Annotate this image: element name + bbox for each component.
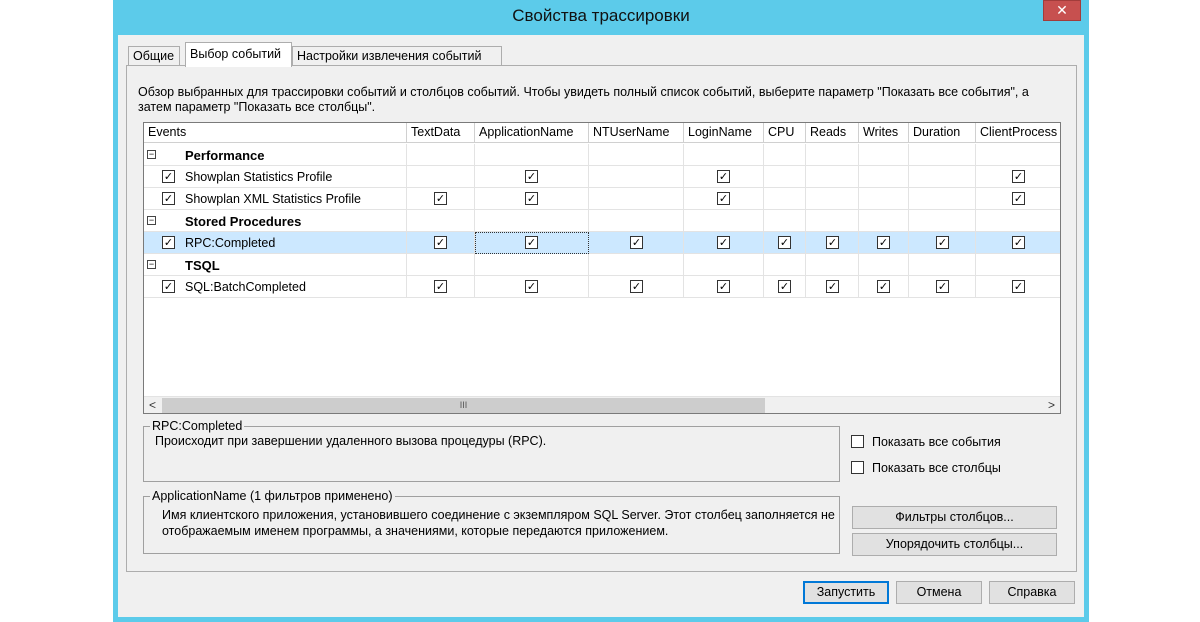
column-checkbox-loginname[interactable]: ✓ (718, 192, 729, 205)
organize-columns-button[interactable]: Упорядочить столбцы... (852, 533, 1057, 556)
close-button[interactable]: ✕ (1043, 0, 1081, 21)
column-checkbox-clientprocess[interactable]: ✓ (1013, 280, 1024, 293)
column-checkbox-reads[interactable]: ✓ (827, 280, 838, 293)
grid-cell[interactable] (475, 144, 589, 166)
dialog-client-area (118, 35, 1084, 617)
events-grid[interactable] (143, 122, 1061, 414)
column-header-duration[interactable]: Duration (909, 123, 976, 143)
column-checkbox-textdata[interactable]: ✓ (435, 192, 446, 205)
show-all-columns-option[interactable] (851, 461, 1001, 477)
event-checkbox[interactable]: ✓ (163, 280, 174, 293)
grid-cell[interactable] (859, 210, 909, 232)
grid-cell[interactable] (475, 254, 589, 276)
event-description-legend: RPC:Completed (152, 419, 243, 433)
grid-cell[interactable] (909, 144, 976, 166)
event-description-group (143, 419, 840, 482)
collapse-icon[interactable]: − (148, 259, 155, 269)
event-label: RPC:Completed (185, 236, 276, 250)
tab-events-selection[interactable]: Выбор событий (185, 42, 292, 67)
column-checkbox-applicationname[interactable]: ✓ (526, 236, 537, 249)
column-header-loginname[interactable]: LoginName (684, 123, 764, 143)
column-checkbox-duration[interactable]: ✓ (937, 236, 948, 249)
grid-cell[interactable] (806, 254, 859, 276)
grid-cell[interactable] (976, 210, 1061, 232)
column-checkbox-writes[interactable]: ✓ (878, 280, 889, 293)
column-checkbox-reads[interactable]: ✓ (827, 236, 838, 249)
grid-cell[interactable] (806, 166, 859, 188)
column-description-legend: ApplicationName (1 фильтров применено) (152, 489, 393, 503)
column-checkbox-applicationname[interactable]: ✓ (526, 280, 537, 293)
category-row[interactable] (144, 210, 1060, 232)
grid-cell[interactable] (909, 166, 976, 188)
grid-cell[interactable] (589, 188, 684, 210)
grid-cell[interactable] (589, 254, 684, 276)
grid-cell[interactable] (976, 144, 1061, 166)
window-title: Свойства трассировки (512, 6, 690, 25)
column-checkbox-ntusername[interactable]: ✓ (631, 280, 642, 293)
column-checkbox-cpu[interactable]: ✓ (779, 280, 790, 293)
column-checkbox-loginname[interactable]: ✓ (718, 170, 729, 183)
column-checkbox-loginname[interactable]: ✓ (718, 280, 729, 293)
grid-cell[interactable] (859, 144, 909, 166)
grid-cell[interactable] (407, 254, 475, 276)
scroll-left-button[interactable]: < (148, 398, 156, 412)
trace-properties-window (113, 0, 1089, 622)
title-bar[interactable] (113, 0, 1089, 34)
category-label: Performance (185, 148, 265, 163)
event-checkbox[interactable]: ✓ (163, 170, 174, 183)
column-filters-button[interactable]: Фильтры столбцов... (852, 506, 1057, 529)
column-header-ntusername[interactable]: NTUserName (589, 123, 684, 143)
event-row[interactable] (144, 276, 1060, 298)
collapse-icon[interactable]: − (148, 149, 155, 159)
grid-cell[interactable] (764, 188, 806, 210)
grid-cell[interactable] (806, 210, 859, 232)
grid-cell[interactable] (589, 210, 684, 232)
grid-cell[interactable] (407, 166, 475, 188)
column-header-reads[interactable]: Reads (806, 123, 859, 143)
grid-cell[interactable] (806, 188, 859, 210)
column-checkbox-textdata[interactable]: ✓ (435, 280, 446, 293)
grid-column-header (144, 123, 1060, 143)
grid-cell[interactable] (144, 254, 407, 276)
show-all-events-label: Показать все события (872, 435, 1001, 449)
event-label: Showplan Statistics Profile (185, 170, 333, 184)
category-label: Stored Procedures (185, 214, 302, 229)
grid-cell[interactable] (764, 166, 806, 188)
column-header-applicationname[interactable]: ApplicationName (475, 123, 589, 143)
grid-cell[interactable] (859, 188, 909, 210)
scroll-thumb[interactable]: III (162, 398, 765, 413)
column-header-events[interactable]: Events (144, 123, 407, 143)
grid-cell[interactable] (764, 254, 806, 276)
column-checkbox-cpu[interactable]: ✓ (779, 236, 790, 249)
column-description-text: Имя клиентского приложения, установившего соединение с экземпляром SQL Server. Этот столбец заполняется не отображаемым именем программы, а значениями, которые передаются приложением. (162, 508, 835, 538)
event-row[interactable] (144, 232, 1060, 254)
column-checkbox-applicationname[interactable]: ✓ (526, 192, 537, 205)
column-checkbox-clientprocess[interactable]: ✓ (1013, 236, 1024, 249)
column-checkbox-duration[interactable]: ✓ (937, 280, 948, 293)
event-checkbox[interactable]: ✓ (163, 236, 174, 249)
category-row[interactable] (144, 254, 1060, 276)
column-description-group (143, 489, 840, 554)
grid-cell[interactable] (859, 166, 909, 188)
grid-cell[interactable] (909, 254, 976, 276)
event-checkbox[interactable]: ✓ (163, 192, 174, 205)
column-header-textdata[interactable]: TextData (407, 123, 475, 143)
grid-cell[interactable] (144, 144, 407, 166)
tab-general[interactable]: Общие (128, 46, 180, 66)
column-checkbox-loginname[interactable]: ✓ (718, 236, 729, 249)
column-checkbox-applicationname[interactable]: ✓ (526, 170, 537, 183)
event-label: Showplan XML Statistics Profile (185, 192, 362, 206)
column-checkbox-textdata[interactable]: ✓ (435, 236, 446, 249)
grid-cell[interactable] (859, 254, 909, 276)
scroll-right-button[interactable]: > (1047, 398, 1055, 412)
run-button[interactable]: Запустить (803, 581, 889, 604)
collapse-icon[interactable]: − (148, 215, 155, 225)
grid-cell[interactable] (684, 254, 764, 276)
grid-cell[interactable] (764, 144, 806, 166)
column-checkbox-clientprocess[interactable]: ✓ (1013, 192, 1024, 205)
grid-cell[interactable] (475, 210, 589, 232)
show-all-columns-label: Показать все столбцы (872, 461, 1001, 475)
event-description-text: Происходит при завершении удаленного вызова процедуры (RPC). (155, 434, 547, 448)
help-button[interactable]: Справка (989, 581, 1075, 604)
grid-cell[interactable] (407, 210, 475, 232)
column-checkbox-clientprocess[interactable]: ✓ (1013, 170, 1024, 183)
event-label: SQL:BatchCompleted (185, 280, 306, 294)
grid-cell[interactable] (909, 210, 976, 232)
cancel-button[interactable]: Отмена (896, 581, 982, 604)
grid-cell[interactable] (684, 144, 764, 166)
description-text: Обзор выбранных для трассировки событий и столбцов событий. Чтобы увидеть полный список событий, выберите параметр "Показать все события", а затем параметр "Показать все столбцы". (138, 85, 1029, 114)
column-checkbox-ntusername[interactable]: ✓ (631, 236, 642, 249)
grid-cell[interactable] (764, 210, 806, 232)
show-all-events-option[interactable] (851, 435, 1001, 451)
column-header-writes[interactable]: Writes (859, 123, 909, 143)
grid-cell[interactable] (144, 232, 407, 254)
tab-events-extraction-settings[interactable]: Настройки извлечения событий (292, 46, 502, 66)
grid-cell[interactable] (909, 188, 976, 210)
category-label: TSQL (185, 258, 220, 273)
show-all-events-checkbox[interactable] (851, 435, 864, 448)
column-header-clientprocess[interactable]: ClientProcess (976, 123, 1061, 143)
grid-cell[interactable] (976, 254, 1061, 276)
horizontal-scrollbar[interactable] (144, 396, 1060, 413)
grid-cell[interactable] (407, 144, 475, 166)
column-checkbox-writes[interactable]: ✓ (878, 236, 889, 249)
grid-cell[interactable] (684, 210, 764, 232)
event-row[interactable] (144, 166, 1060, 188)
event-row[interactable] (144, 188, 1060, 210)
grid-cell[interactable] (806, 144, 859, 166)
show-all-columns-checkbox[interactable] (851, 461, 864, 474)
grid-cell[interactable] (589, 166, 684, 188)
column-header-cpu[interactable]: CPU (764, 123, 806, 143)
grid-cell[interactable] (589, 144, 684, 166)
category-row[interactable] (144, 144, 1060, 166)
